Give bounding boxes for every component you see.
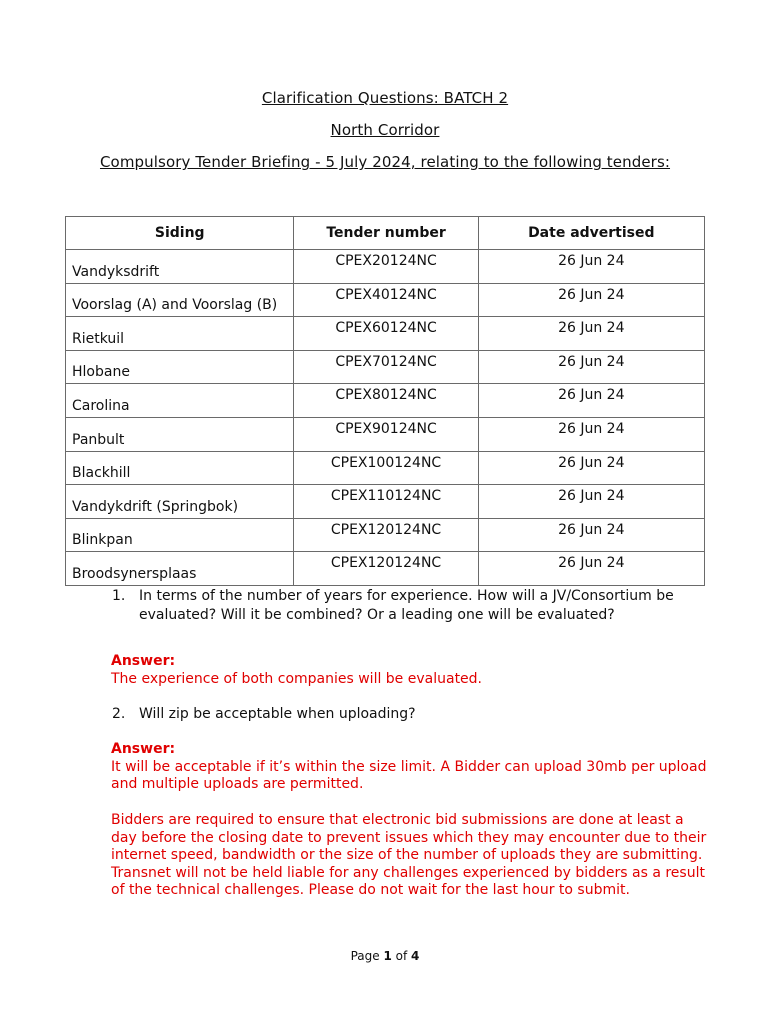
question-text: In terms of the number of years for experience. How will a JV/Consortium be evaluated? Will it be combined? Or a leading one will be evaluated? bbox=[139, 588, 674, 623]
header-tender-number: Tender number bbox=[294, 217, 478, 250]
tender-number-cell: CPEX40124NC bbox=[294, 283, 478, 317]
date-cell: 26 Jun 24 bbox=[478, 552, 704, 586]
tender-number-cell: CPEX120124NC bbox=[294, 552, 478, 586]
total-page-count: 4 bbox=[411, 949, 420, 963]
date-cell: 26 Jun 24 bbox=[478, 384, 704, 418]
footer-prefix: Page bbox=[350, 949, 384, 963]
question-number: 1. bbox=[112, 588, 126, 604]
date-cell: 26 Jun 24 bbox=[478, 283, 704, 317]
table-row bbox=[66, 384, 705, 418]
question-number: 2. bbox=[112, 706, 126, 722]
table-header-row bbox=[66, 217, 705, 250]
question-1 bbox=[112, 587, 712, 625]
answer-label: Answer: bbox=[111, 741, 176, 757]
siding-cell: Carolina bbox=[66, 384, 294, 418]
tender-number-cell: CPEX90124NC bbox=[294, 417, 478, 451]
header-date-advertised: Date advertised bbox=[478, 217, 704, 250]
corridor-heading: North Corridor bbox=[330, 121, 440, 139]
table-row bbox=[66, 283, 705, 317]
table-row bbox=[66, 417, 705, 451]
siding-cell: Blackhill bbox=[66, 451, 294, 485]
answer-2 bbox=[111, 741, 711, 794]
siding-cell: Broodsynersplaas bbox=[66, 552, 294, 586]
page-footer bbox=[0, 949, 770, 963]
siding-cell: Voorslag (A) and Voorslag (B) bbox=[66, 283, 294, 317]
date-cell: 26 Jun 24 bbox=[478, 417, 704, 451]
answer-1 bbox=[111, 653, 711, 688]
siding-cell: Vandyksdrift bbox=[66, 250, 294, 284]
date-cell: 26 Jun 24 bbox=[478, 518, 704, 552]
answer-label: Answer: bbox=[111, 653, 176, 669]
siding-cell: Blinkpan bbox=[66, 518, 294, 552]
tender-number-cell: CPEX80124NC bbox=[294, 384, 478, 418]
tender-number-cell: CPEX110124NC bbox=[294, 485, 478, 519]
table-row bbox=[66, 250, 705, 284]
current-page-number: 1 bbox=[383, 949, 392, 963]
siding-cell: Rietkuil bbox=[66, 317, 294, 351]
date-cell: 26 Jun 24 bbox=[478, 317, 704, 351]
answer-text: It will be acceptable if it’s within the size limit. A Bidder can upload 30mb per upload and multiple uploads are permitted. bbox=[111, 758, 707, 792]
table-row bbox=[66, 451, 705, 485]
date-cell: 26 Jun 24 bbox=[478, 250, 704, 284]
tender-table bbox=[65, 216, 705, 586]
bidder-notice: Bidders are required to ensure that electronic bid submissions are done at least a day before the closing date to prevent issues which they may encounter due to their internet speed, bandwidth or the size of the number of uploads they are submitting. Transnet will not be held liable for any challenges experienced by bidders as a result of the technical challenges. Please do not wait for the last hour to submit. bbox=[111, 812, 707, 898]
tender-number-cell: CPEX60124NC bbox=[294, 317, 478, 351]
question-2 bbox=[112, 705, 712, 724]
date-cell: 26 Jun 24 bbox=[478, 350, 704, 384]
briefing-heading: Compulsory Tender Briefing - 5 July 2024, relating to the following tenders: bbox=[99, 153, 671, 171]
header-siding: Siding bbox=[66, 217, 294, 250]
table-row bbox=[66, 317, 705, 351]
siding-cell: Hlobane bbox=[66, 350, 294, 384]
answer-text: The experience of both companies will be evaluated. bbox=[111, 670, 483, 687]
table-row bbox=[66, 350, 705, 384]
table-row bbox=[66, 485, 705, 519]
footer-middle: of bbox=[391, 949, 412, 963]
date-cell: 26 Jun 24 bbox=[478, 451, 704, 485]
tender-number-cell: CPEX70124NC bbox=[294, 350, 478, 384]
tender-number-cell: CPEX100124NC bbox=[294, 451, 478, 485]
question-text: Will zip be acceptable when uploading? bbox=[139, 706, 416, 722]
date-cell: 26 Jun 24 bbox=[478, 485, 704, 519]
table-row bbox=[66, 518, 705, 552]
document-title: Clarification Questions: BATCH 2 bbox=[261, 89, 509, 107]
tender-number-cell: CPEX20124NC bbox=[294, 250, 478, 284]
siding-cell: Vandykdrift (Springbok) bbox=[66, 485, 294, 519]
tender-number-cell: CPEX120124NC bbox=[294, 518, 478, 552]
table-row bbox=[66, 552, 705, 586]
siding-cell: Panbult bbox=[66, 417, 294, 451]
